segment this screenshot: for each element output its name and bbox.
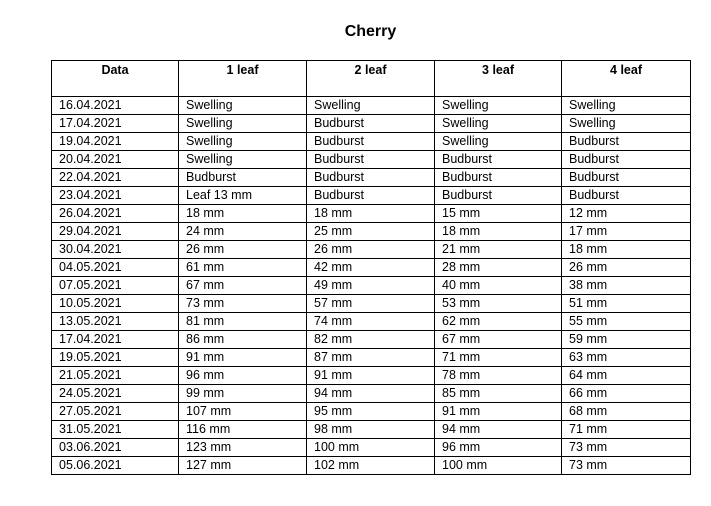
table-row <box>52 367 691 385</box>
leaf-1-cell: 96 mm <box>179 367 307 385</box>
column-header-leaf-4: 4 leaf <box>562 61 691 97</box>
table-row <box>52 241 691 259</box>
leaf-2-cell: 102 mm <box>307 457 435 475</box>
leaf-3-cell: 94 mm <box>435 421 562 439</box>
date-cell: 30.04.2021 <box>52 241 179 259</box>
leaf-4-cell: 71 mm <box>562 421 691 439</box>
leaf-3-cell: 71 mm <box>435 349 562 367</box>
date-cell: 04.05.2021 <box>52 259 179 277</box>
leaf-3-cell: 40 mm <box>435 277 562 295</box>
leaf-4-cell: Budburst <box>562 169 691 187</box>
date-cell: 17.04.2021 <box>52 331 179 349</box>
table-row <box>52 331 691 349</box>
leaf-3-cell: 91 mm <box>435 403 562 421</box>
leaf-4-cell: Swelling <box>562 97 691 115</box>
table-row <box>52 151 691 169</box>
leaf-4-cell: 73 mm <box>562 439 691 457</box>
leaf-1-cell: 107 mm <box>179 403 307 421</box>
leaf-3-cell: 96 mm <box>435 439 562 457</box>
date-cell: 20.04.2021 <box>52 151 179 169</box>
leaf-3-cell: 67 mm <box>435 331 562 349</box>
leaf-2-cell: 25 mm <box>307 223 435 241</box>
date-cell: 10.05.2021 <box>52 295 179 313</box>
leaf-1-cell: Swelling <box>179 115 307 133</box>
leaf-2-cell: Budburst <box>307 115 435 133</box>
leaf-4-cell: 63 mm <box>562 349 691 367</box>
leaf-3-cell: Swelling <box>435 133 562 151</box>
leaf-1-cell: 26 mm <box>179 241 307 259</box>
leaf-2-cell: 91 mm <box>307 367 435 385</box>
date-cell: 05.06.2021 <box>52 457 179 475</box>
leaf-4-cell: Swelling <box>562 115 691 133</box>
leaf-4-cell: 12 mm <box>562 205 691 223</box>
leaf-2-cell: 82 mm <box>307 331 435 349</box>
table-row <box>52 403 691 421</box>
leaf-1-cell: 116 mm <box>179 421 307 439</box>
leaf-4-cell: 17 mm <box>562 223 691 241</box>
date-cell: 19.04.2021 <box>52 133 179 151</box>
date-cell: 03.06.2021 <box>52 439 179 457</box>
measurement-table <box>51 60 691 475</box>
leaf-2-cell: 94 mm <box>307 385 435 403</box>
leaf-1-cell: 86 mm <box>179 331 307 349</box>
leaf-1-cell: 24 mm <box>179 223 307 241</box>
table-row <box>52 223 691 241</box>
leaf-2-cell: 74 mm <box>307 313 435 331</box>
date-cell: 19.05.2021 <box>52 349 179 367</box>
leaf-4-cell: 38 mm <box>562 277 691 295</box>
table-row <box>52 187 691 205</box>
leaf-2-cell: 100 mm <box>307 439 435 457</box>
leaf-1-cell: 91 mm <box>179 349 307 367</box>
date-cell: 21.05.2021 <box>52 367 179 385</box>
leaf-3-cell: Budburst <box>435 169 562 187</box>
leaf-2-cell: 95 mm <box>307 403 435 421</box>
leaf-3-cell: 100 mm <box>435 457 562 475</box>
date-cell: 31.05.2021 <box>52 421 179 439</box>
leaf-4-cell: 66 mm <box>562 385 691 403</box>
column-header-date: Data <box>52 61 179 97</box>
table-row <box>52 349 691 367</box>
date-cell: 16.04.2021 <box>52 97 179 115</box>
table-row <box>52 259 691 277</box>
leaf-1-cell: 99 mm <box>179 385 307 403</box>
leaf-3-cell: Swelling <box>435 97 562 115</box>
table-row <box>52 313 691 331</box>
leaf-3-cell: 53 mm <box>435 295 562 313</box>
leaf-1-cell: Swelling <box>179 151 307 169</box>
leaf-3-cell: Budburst <box>435 187 562 205</box>
leaf-4-cell: Budburst <box>562 133 691 151</box>
date-cell: 27.05.2021 <box>52 403 179 421</box>
leaf-2-cell: Budburst <box>307 151 435 169</box>
date-cell: 13.05.2021 <box>52 313 179 331</box>
table-row <box>52 385 691 403</box>
page-title: Cherry <box>344 23 397 40</box>
date-cell: 23.04.2021 <box>52 187 179 205</box>
date-cell: 29.04.2021 <box>52 223 179 241</box>
table-row <box>52 205 691 223</box>
leaf-4-cell: 51 mm <box>562 295 691 313</box>
leaf-4-cell: 26 mm <box>562 259 691 277</box>
table-row <box>52 295 691 313</box>
column-header-leaf-3: 3 leaf <box>435 61 562 97</box>
leaf-3-cell: 15 mm <box>435 205 562 223</box>
leaf-3-cell: Budburst <box>435 151 562 169</box>
table-row <box>52 277 691 295</box>
leaf-2-cell: Swelling <box>307 97 435 115</box>
leaf-4-cell: 18 mm <box>562 241 691 259</box>
date-cell: 07.05.2021 <box>52 277 179 295</box>
table-row <box>52 421 691 439</box>
leaf-2-cell: Budburst <box>307 133 435 151</box>
table-body <box>52 97 691 475</box>
table-row <box>52 169 691 187</box>
leaf-2-cell: 49 mm <box>307 277 435 295</box>
leaf-3-cell: 28 mm <box>435 259 562 277</box>
leaf-1-cell: 81 mm <box>179 313 307 331</box>
leaf-1-cell: Budburst <box>179 169 307 187</box>
leaf-1-cell: 127 mm <box>179 457 307 475</box>
leaf-2-cell: 87 mm <box>307 349 435 367</box>
leaf-2-cell: Budburst <box>307 169 435 187</box>
leaf-4-cell: 59 mm <box>562 331 691 349</box>
leaf-2-cell: 98 mm <box>307 421 435 439</box>
date-cell: 26.04.2021 <box>52 205 179 223</box>
table-row <box>52 133 691 151</box>
date-cell: 17.04.2021 <box>52 115 179 133</box>
column-header-leaf-1: 1 leaf <box>179 61 307 97</box>
header-row <box>52 61 691 97</box>
leaf-1-cell: Swelling <box>179 133 307 151</box>
leaf-3-cell: 78 mm <box>435 367 562 385</box>
leaf-1-cell: 67 mm <box>179 277 307 295</box>
column-header-leaf-2: 2 leaf <box>307 61 435 97</box>
table-row <box>52 439 691 457</box>
leaf-3-cell: Swelling <box>435 115 562 133</box>
table-row <box>52 97 691 115</box>
date-cell: 24.05.2021 <box>52 385 179 403</box>
leaf-2-cell: 57 mm <box>307 295 435 313</box>
table-row <box>52 457 691 475</box>
leaf-1-cell: 18 mm <box>179 205 307 223</box>
leaf-2-cell: 42 mm <box>307 259 435 277</box>
table-row <box>52 115 691 133</box>
leaf-1-cell: Swelling <box>179 97 307 115</box>
leaf-2-cell: 26 mm <box>307 241 435 259</box>
leaf-1-cell: Leaf 13 mm <box>179 187 307 205</box>
leaf-3-cell: 18 mm <box>435 223 562 241</box>
leaf-3-cell: 62 mm <box>435 313 562 331</box>
leaf-1-cell: 61 mm <box>179 259 307 277</box>
leaf-3-cell: 21 mm <box>435 241 562 259</box>
leaf-1-cell: 73 mm <box>179 295 307 313</box>
leaf-4-cell: 68 mm <box>562 403 691 421</box>
leaf-4-cell: Budburst <box>562 151 691 169</box>
leaf-4-cell: 64 mm <box>562 367 691 385</box>
leaf-4-cell: 73 mm <box>562 457 691 475</box>
leaf-3-cell: 85 mm <box>435 385 562 403</box>
leaf-2-cell: Budburst <box>307 187 435 205</box>
leaf-1-cell: 123 mm <box>179 439 307 457</box>
date-cell: 22.04.2021 <box>52 169 179 187</box>
leaf-2-cell: 18 mm <box>307 205 435 223</box>
leaf-4-cell: Budburst <box>562 187 691 205</box>
leaf-4-cell: 55 mm <box>562 313 691 331</box>
